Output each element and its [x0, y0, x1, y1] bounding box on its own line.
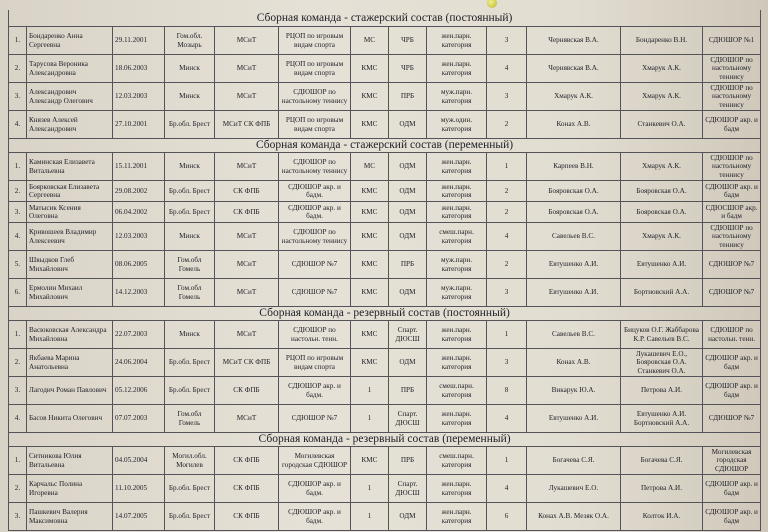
cell-name: Боярковская Елизавета Сергеевна	[27, 181, 113, 202]
cell-club: СДЮШОР №7	[703, 279, 761, 307]
cell-dob: 11.10.2005	[113, 475, 165, 503]
cell-rank: КМС	[351, 447, 389, 475]
cell-dob: 15.11.2001	[113, 153, 165, 181]
cell-club: СДЮШОР №7	[703, 405, 761, 433]
cell-region: Бр.обл. Брест	[165, 181, 215, 202]
cell-region: Гом.обл Гомель	[165, 405, 215, 433]
cell-rank: КМС	[351, 349, 389, 377]
cell-region: Бр.обл. Брест	[165, 377, 215, 405]
cell-school: Могилевская городская СДЮШОР	[279, 447, 351, 475]
cell-name: Ермолин Михаил Михайлович	[27, 279, 113, 307]
cell-coach1: Конах А.В.	[527, 349, 621, 377]
cell-coach1: Карпеев В.Н.	[527, 153, 621, 181]
cell-coach2: Станкевич О.А.	[621, 111, 703, 139]
cell-club: СДЮШОР по настольному теннису	[703, 223, 761, 251]
cell-school: РЦОП по игровым видам спорта	[279, 27, 351, 55]
cell-coach2: Хмарук А.К.	[621, 153, 703, 181]
cell-club: СДЮШОР акр. и бадм	[703, 111, 761, 139]
cell-name: Князев Алексей Александрович	[27, 111, 113, 139]
cell-rank: КМС	[351, 223, 389, 251]
cell-category: жен.парн. категория	[427, 321, 487, 349]
cell-region: Минск	[165, 83, 215, 111]
roster-table	[8, 10, 761, 531]
section-title: Сборная команда - резервный состав (постоянный)	[9, 307, 761, 321]
cell-coach2: Петрова А.И.	[621, 475, 703, 503]
cell-region: Могил.обл. Могилев	[165, 447, 215, 475]
table-row	[9, 55, 761, 83]
cell-name: Александрович Александр Олегович	[27, 83, 113, 111]
cell-sport-org: ЧРБ	[389, 55, 427, 83]
cell-school: СДЮШОР по настольному теннису	[279, 83, 351, 111]
cell-sport-org: ЧРБ	[389, 27, 427, 55]
cell-coach1: Чернявская В.А.	[527, 27, 621, 55]
cell-sport-org: ПРБ	[389, 83, 427, 111]
cell-coach2: Евтушенко А.И.	[621, 251, 703, 279]
cell-club: СДЮШОР акр. и бадм	[703, 349, 761, 377]
cell-school: СДЮШОР по настольному теннису	[279, 223, 351, 251]
cell-num: 5.	[9, 251, 27, 279]
cell-rank: 1	[351, 377, 389, 405]
cell-region: Бр.обл. Брест	[165, 503, 215, 531]
cell-club: СДЮШОР акр. и бадм	[703, 377, 761, 405]
cell-category: муж.парн. категория	[427, 251, 487, 279]
cell-category: жен.парн. категория	[427, 55, 487, 83]
pushpin-icon	[487, 0, 497, 8]
cell-coach1: Богачева С.Я.	[527, 447, 621, 475]
cell-num: 4.	[9, 223, 27, 251]
cell-club: СДЮШОР №1	[703, 27, 761, 55]
cell-sport-org: ОДМ	[389, 503, 427, 531]
table-row	[9, 111, 761, 139]
cell-coach1: Хмарук А.К.	[527, 83, 621, 111]
table-row	[9, 27, 761, 55]
table-row	[9, 251, 761, 279]
cell-dob: 29.11.2001	[113, 27, 165, 55]
cell-num: 2.	[9, 349, 27, 377]
table-row	[9, 475, 761, 503]
table-row	[9, 321, 761, 349]
section-title: Сборная команда - стажерский состав (переменный)	[9, 139, 761, 153]
cell-count: 3	[487, 83, 527, 111]
table-row	[9, 223, 761, 251]
cell-school: СДЮШОР №7	[279, 279, 351, 307]
table-row	[9, 377, 761, 405]
cell-school: СДЮШОР №7	[279, 405, 351, 433]
cell-rank: МС	[351, 27, 389, 55]
cell-coach2: Колток И.А.	[621, 503, 703, 531]
cell-school: СДЮШОР акр. и бадм.	[279, 181, 351, 202]
cell-club: СДЮШОР акр. и бадм	[703, 503, 761, 531]
cell-count: 8	[487, 377, 527, 405]
cell-dob: 04.05.2004	[113, 447, 165, 475]
cell-coach2: Хмарук А.К.	[621, 223, 703, 251]
cell-category: смеш.парн. категория	[427, 377, 487, 405]
cell-dob: 27.10.2001	[113, 111, 165, 139]
cell-name: Кривошеев Владимир Алексеевич	[27, 223, 113, 251]
cell-club: СДЮШОР по настольному теннису	[703, 55, 761, 83]
cell-dob: 29.08.2002	[113, 181, 165, 202]
cell-count: 6	[487, 503, 527, 531]
cell-coach2: Хмарук А.К.	[621, 83, 703, 111]
cell-category: муж.парн. категория	[427, 83, 487, 111]
cell-num: 2.	[9, 475, 27, 503]
cell-sport-org: ПРБ	[389, 377, 427, 405]
cell-dob: 12.03.2003	[113, 83, 165, 111]
cell-name: Каминская Елизавета Витальевна	[27, 153, 113, 181]
cell-count: 2	[487, 181, 527, 202]
cell-club: СДЮШОР акр. и бадм	[703, 181, 761, 202]
cell-org: СК ФПБ	[215, 377, 279, 405]
cell-region: Минск	[165, 55, 215, 83]
cell-category: муж.один. категория	[427, 111, 487, 139]
cell-region: Минск	[165, 223, 215, 251]
cell-rank: КМС	[351, 321, 389, 349]
cell-region: Гом.обл Гомель	[165, 251, 215, 279]
cell-count: 1	[487, 447, 527, 475]
cell-num: 1.	[9, 153, 27, 181]
cell-coach2: Петрова А.И.	[621, 377, 703, 405]
cell-coach2: Бондаренко В.Н.	[621, 27, 703, 55]
cell-coach1: Евтушенко А.И.	[527, 251, 621, 279]
cell-count: 1	[487, 321, 527, 349]
cell-coach2: Бояровская О.А.	[621, 181, 703, 202]
cell-coach1: Конах А.В. Мезяк О.А.	[527, 503, 621, 531]
cell-name: Тарусова Вероника Александровна	[27, 55, 113, 83]
cell-sport-org: Спарт. ДЮСШ	[389, 321, 427, 349]
cell-org: МСиТ	[215, 153, 279, 181]
cell-school: РЦОП по игровым видам спорта	[279, 349, 351, 377]
cell-num: 3.	[9, 503, 27, 531]
cell-count: 4	[487, 405, 527, 433]
cell-region: Гом.обл. Мозырь	[165, 27, 215, 55]
cell-num: 2.	[9, 55, 27, 83]
cell-org: МСиТ	[215, 83, 279, 111]
cell-coach1: Лукашевич Е.О.	[527, 475, 621, 503]
cell-coach1: Савельев В.С.	[527, 321, 621, 349]
cell-org: МСиТ	[215, 223, 279, 251]
cell-category: смеш.парн. категория	[427, 223, 487, 251]
cell-school: СДЮШОР по настольному теннису	[279, 153, 351, 181]
cell-name: Швыдков Глеб Михайлович	[27, 251, 113, 279]
cell-coach1: Савельев В.С.	[527, 223, 621, 251]
cell-coach2: Бицуков О.Г. Жаббарова К.Р. Савельев В.С.	[621, 321, 703, 349]
section-title: Сборная команда - резервный состав (переменный)	[9, 433, 761, 447]
cell-category: жен.парн. категория	[427, 349, 487, 377]
cell-org: МСиТ	[215, 251, 279, 279]
cell-rank: 1	[351, 475, 389, 503]
cell-club: СДЮШОР по настольн. тенн.	[703, 321, 761, 349]
cell-count: 3	[487, 27, 527, 55]
section-heading	[9, 10, 761, 27]
cell-name: Пашкевич Валерия Максимовна	[27, 503, 113, 531]
cell-name: Басов Никита Олегович	[27, 405, 113, 433]
cell-org: МСиТ СК ФПБ	[215, 111, 279, 139]
cell-school: СДЮШОР акр. и бадм.	[279, 475, 351, 503]
cell-rank: МС	[351, 153, 389, 181]
cell-rank: 1	[351, 405, 389, 433]
cell-school: СДЮШОР акр. и бадм.	[279, 202, 351, 223]
cell-coach1: Чернявская В.А.	[527, 55, 621, 83]
cell-sport-org: Спарт. ДЮСШ	[389, 475, 427, 503]
cell-dob: 07.07.2003	[113, 405, 165, 433]
cell-club: СДЮСШОР акр. и бадм	[703, 202, 761, 223]
cell-club: СДЮШОР №7	[703, 251, 761, 279]
cell-name: Ситникова Юлия Витальевна	[27, 447, 113, 475]
cell-num: 4.	[9, 111, 27, 139]
table-row	[9, 181, 761, 202]
cell-coach1: Евтушенко А.И.	[527, 279, 621, 307]
cell-count: 3	[487, 349, 527, 377]
cell-coach2: Лукашевич Е.О., Бояровская О.А. Станкевич О.А.	[621, 349, 703, 377]
cell-coach2: Хмарук А.К.	[621, 55, 703, 83]
cell-sport-org: ПРБ	[389, 447, 427, 475]
cell-name: Бондаренко Анна Сергеевна	[27, 27, 113, 55]
cell-sport-org: ОДМ	[389, 111, 427, 139]
cell-region: Минск	[165, 321, 215, 349]
cell-rank: КМС	[351, 279, 389, 307]
table-row	[9, 447, 761, 475]
cell-coach1: Бояровская О.А.	[527, 181, 621, 202]
table-row	[9, 279, 761, 307]
cell-category: жен.парн. категория	[427, 153, 487, 181]
cell-count: 4	[487, 475, 527, 503]
table-row	[9, 202, 761, 223]
cell-org: МСиТ	[215, 279, 279, 307]
cell-sport-org: ПРБ	[389, 251, 427, 279]
cell-num: 1.	[9, 447, 27, 475]
cell-count: 3	[487, 279, 527, 307]
section-title: Сборная команда - стажерский состав (постоянный)	[9, 10, 761, 27]
cell-school: СДЮШОР №7	[279, 251, 351, 279]
cell-club: Могилевская городская СДЮШОР	[703, 447, 761, 475]
cell-school: РЦОП по игровым видам спорта	[279, 55, 351, 83]
cell-count: 4	[487, 55, 527, 83]
cell-dob: 06.04.2002	[113, 202, 165, 223]
cell-rank: КМС	[351, 83, 389, 111]
cell-sport-org: ОДМ	[389, 223, 427, 251]
cell-dob: 14.07.2005	[113, 503, 165, 531]
cell-category: смеш.парн. категория	[427, 447, 487, 475]
cell-org: МСиТ	[215, 405, 279, 433]
cell-dob: 12.03.2003	[113, 223, 165, 251]
cell-sport-org: ОДМ	[389, 279, 427, 307]
cell-region: Минск	[165, 153, 215, 181]
cell-coach1: Бояровская О.А.	[527, 202, 621, 223]
cell-club: СДЮШОР по настольному теннису	[703, 83, 761, 111]
cell-coach2: Бояровская О.А.	[621, 202, 703, 223]
cell-org: МСиТ	[215, 321, 279, 349]
section-heading	[9, 307, 761, 321]
cell-club: СДЮШОР акр. и бадм	[703, 475, 761, 503]
cell-coach2: Бортновский А.А.	[621, 279, 703, 307]
cell-dob: 05.12.2006	[113, 377, 165, 405]
cell-coach2: Евтушенко А.И. Бортновский А.А.	[621, 405, 703, 433]
cell-region: Бр.обл. Брест	[165, 202, 215, 223]
cell-num: 1.	[9, 321, 27, 349]
cell-name: Лагодич Роман Павлович	[27, 377, 113, 405]
cell-dob: 22.07.2003	[113, 321, 165, 349]
cell-org: МСиТ	[215, 27, 279, 55]
cell-name: Матысик Ксения Олеговна	[27, 202, 113, 223]
cell-num: 2.	[9, 181, 27, 202]
cell-coach2: Богачева С.Я.	[621, 447, 703, 475]
cell-org: СК ФПБ	[215, 202, 279, 223]
section-heading	[9, 433, 761, 447]
cell-org: МСиТ СК ФПБ	[215, 349, 279, 377]
cell-dob: 24.06.2004	[113, 349, 165, 377]
cell-category: жен.парн. категория	[427, 405, 487, 433]
cell-dob: 08.06.2005	[113, 251, 165, 279]
cell-category: жен.парн. категория	[427, 475, 487, 503]
cell-region: Бр.обл. Брест	[165, 349, 215, 377]
cell-count: 4	[487, 223, 527, 251]
cell-count: 2	[487, 202, 527, 223]
cell-coach1: Конах А.В.	[527, 111, 621, 139]
cell-category: жен.парн. категория	[427, 181, 487, 202]
section-heading	[9, 139, 761, 153]
cell-category: жен.парн. категория	[427, 202, 487, 223]
cell-name: Карчальс Полина Игоревна	[27, 475, 113, 503]
cell-rank: КМС	[351, 251, 389, 279]
table-row	[9, 405, 761, 433]
cell-num: 4.	[9, 405, 27, 433]
cell-sport-org: Спарт. ДЮСШ	[389, 405, 427, 433]
cell-rank: КМС	[351, 111, 389, 139]
cell-club: СДЮШОР по настольному теннису	[703, 153, 761, 181]
cell-num: 3.	[9, 202, 27, 223]
cell-org: МСиТ	[215, 55, 279, 83]
cell-sport-org: ОДМ	[389, 181, 427, 202]
cell-sport-org: ОДМ	[389, 349, 427, 377]
cell-num: 3.	[9, 83, 27, 111]
cell-num: 3.	[9, 377, 27, 405]
cell-rank: 1	[351, 503, 389, 531]
cell-org: СК ФПБ	[215, 475, 279, 503]
cell-sport-org: ОДМ	[389, 153, 427, 181]
cell-rank: КМС	[351, 55, 389, 83]
table-row	[9, 153, 761, 181]
cell-category: жен.парн. категория	[427, 503, 487, 531]
cell-school: СДЮШОР акр. и бадм.	[279, 377, 351, 405]
cell-name: Васюковская Александра Михайловна	[27, 321, 113, 349]
cell-org: СК ФПБ	[215, 181, 279, 202]
cell-name: Якбаева Марина Анатольевна	[27, 349, 113, 377]
cell-school: СДЮШОР акр. и бадм.	[279, 503, 351, 531]
cell-org: СК ФПБ	[215, 503, 279, 531]
cell-num: 1.	[9, 27, 27, 55]
cell-coach1: Викарук Ю.А.	[527, 377, 621, 405]
cell-rank: КМС	[351, 202, 389, 223]
cell-dob: 18.06.2003	[113, 55, 165, 83]
cell-count: 1	[487, 153, 527, 181]
cell-category: жен.парн. категория	[427, 27, 487, 55]
cell-rank: КМС	[351, 181, 389, 202]
cell-region: Гом.обл Гомель	[165, 279, 215, 307]
cell-count: 2	[487, 251, 527, 279]
table-row	[9, 83, 761, 111]
cell-coach1: Евтушенко А.И.	[527, 405, 621, 433]
table-row	[9, 503, 761, 531]
cell-org: СК ФПБ	[215, 447, 279, 475]
cell-category: муж.парн. категория	[427, 279, 487, 307]
table-row	[9, 349, 761, 377]
cell-school: СДЮШОР по настольн. тенн.	[279, 321, 351, 349]
cell-school: РЦОП по игровым видам спорта	[279, 111, 351, 139]
cell-num: 6.	[9, 279, 27, 307]
cell-region: Бр.обл. Брест	[165, 111, 215, 139]
cell-region: Бр.обл. Брест	[165, 475, 215, 503]
cell-dob: 14.12.2003	[113, 279, 165, 307]
cell-sport-org: ОДМ	[389, 202, 427, 223]
cell-count: 2	[487, 111, 527, 139]
